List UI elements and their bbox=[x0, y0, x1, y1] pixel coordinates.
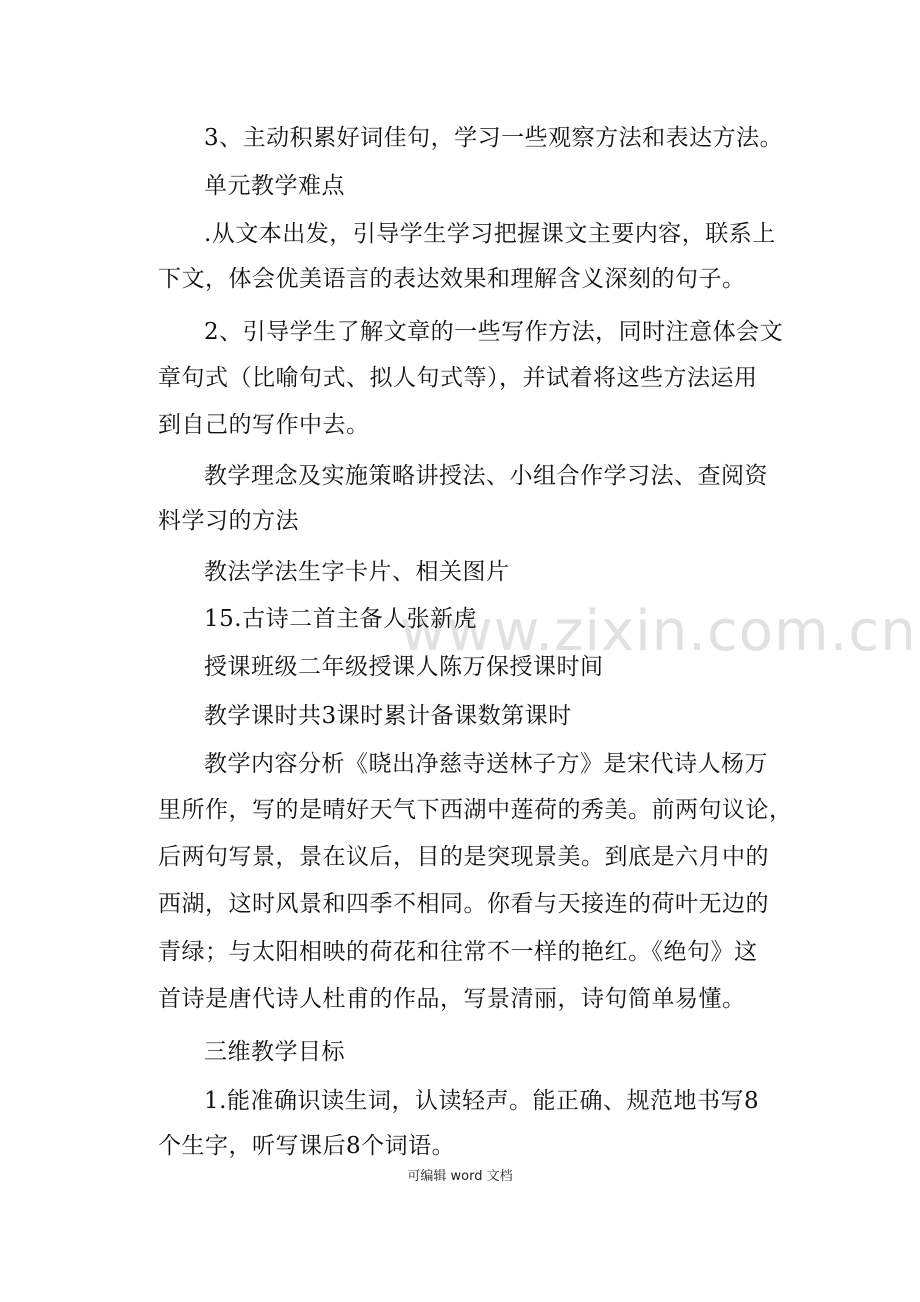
text-line: 到自己的写作中去。 bbox=[158, 412, 370, 438]
text-line: 首诗是唐代诗人杜甫的作品，写景清丽，诗句简单易懂。 bbox=[158, 986, 746, 1012]
text-line: 后两句写景，景在议后，目的是突现景美。到底是六月中的 bbox=[158, 844, 769, 870]
text-line: 1.能准确识读生词，认读轻声。能正确、规范地书写8 bbox=[204, 1088, 760, 1114]
text-line: 教法学法生字卡片、相关图片 bbox=[204, 559, 510, 585]
text-line: 西湖，这时风景和四季不相同。你看与天接连的荷叶无边的 bbox=[158, 891, 769, 917]
text-line: 个生字，听写课后8个词语。 bbox=[158, 1133, 456, 1159]
page-footer: 可编辑 word 文档 bbox=[407, 1169, 513, 1184]
text-line: 3、主动积累好词佳句，学习一些观察方法和表达方法。 bbox=[204, 125, 784, 151]
text-line: 授课班级二年级授课人陈万保授课时间 bbox=[204, 654, 604, 680]
text-line: 里所作，写的是晴好天气下西湖中莲荷的秀美。前两句议论， bbox=[158, 797, 793, 823]
text-line: 料学习的方法 bbox=[158, 508, 299, 534]
section-heading: 三维教学目标 bbox=[204, 1039, 345, 1065]
section-heading: 单元教学难点 bbox=[204, 173, 345, 199]
text-line: 下文，体会优美语言的表达效果和理解含义深刻的句子。 bbox=[158, 266, 746, 292]
text-line: 青绿；与太阳相映的荷花和往常不一样的艳红。《绝句》这 bbox=[158, 939, 758, 965]
text-line: 15.古诗二首主备人张新虎 bbox=[204, 606, 478, 632]
text-line: 2、引导学生了解文章的一些写作方法，同时注意体会文 bbox=[204, 319, 784, 345]
text-line: .从文本出发，引导学生学习把握课文主要内容，联系上 bbox=[204, 221, 776, 247]
text-line: 章句式（比喻句式、拟人句式等），并试着将这些方法运用 bbox=[158, 365, 758, 391]
text-line: 教学内容分析《晓出净慈寺送林子方》是宋代诗人杨万 bbox=[204, 751, 768, 777]
text-line: 教学课时共3课时累计备课数第课时 bbox=[204, 703, 572, 729]
watermark: www.zixin.com.cn bbox=[400, 599, 917, 664]
text-line: 教学理念及实施策略讲授法、小组合作学习法、查阅资 bbox=[204, 463, 768, 489]
